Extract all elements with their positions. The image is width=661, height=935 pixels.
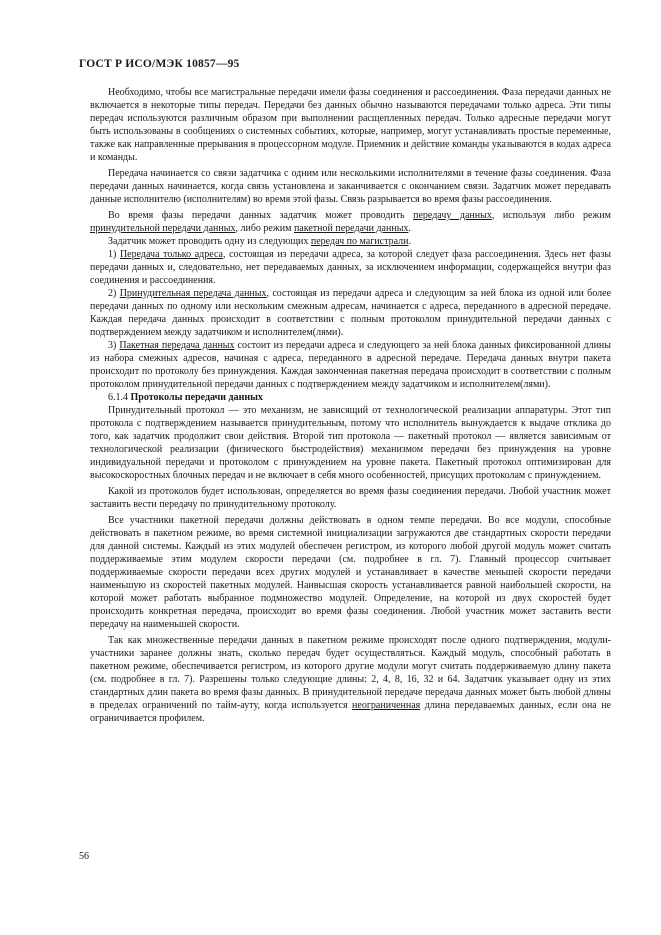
- text-run: Во время фазы передачи данных задатчик может проводить: [108, 210, 414, 221]
- paragraph-3: [90, 209, 611, 235]
- text-run: , состоящая из передачи адреса и следующим за ней блока из одной или более передачи данных по одному или нескольким смежным адресам, начинается с адреса, переданного в адресной передаче. Каждая передача данных происходит в соответствии с полным протоколом принудительной передачи данных с подтверждением между задатчиком и исполнителем(лями).: [90, 288, 612, 338]
- term-forced-transfer: принудительной передачи данных: [90, 223, 236, 234]
- section-title: Протоколы передачи данных: [130, 392, 263, 403]
- paragraph-10: Все участники пакетной передачи должны действовать в одном темпе передачи. Во все модули, способные действовать в пакетном режиме, во время системной инициализации загружаются две стандартных скорости передачи для данной системы. Каждый из этих модулей обеспечен регистром, из которого любой другой модуль может считать поддерживаемые этим модулем скорости передачи (см. подробнее в гл. 7). Главный процессор считывает поддерживаемые скорости передачи всех других модулей и устанавливает в качестве меньшей скорости передачи наименьшую из скоростей пакетных модулей. Наивысшая скорость устанавливается равной наибольшей скорости, на которой может работать выбранное подмножество модулей. Определение, на которой из двух скоростей будет происходить конкретная передача, происходит во время фазы соединения. Любой участник может заставить вести передачу на наименьшей скорости.: [90, 515, 611, 630]
- paragraph-5: [90, 248, 611, 287]
- text-run: Так как множественные передачи данных в пакетном режиме происходят после одного подтверждения, модули-участники заранее должны знать, сколько передач будет осуществляться. Каждый модуль, способный работать в пакетном режиме, обеспечивается регистром, из которого другие модули могут считать поддерживаемую длину пакета (см. подробнее в гл. 7). Разрешены только следующие длины: 2, 4, 8, 16, 32 и 64. Задатчик указывает одну из этих стандартных длин пакета во время фазы данных. В принудительной передаче передача данных может быть любой длины в пределах ограничений по тайм-ауту, когда используется: [90, 635, 611, 711]
- term-unlimited: неограниченная: [352, 700, 421, 711]
- text-run: состоит из передачи адреса и следующего за ней блока данных фиксированной длины из набора смежных адресов, начиная с адреса, переданного в адресной передаче. Передача данных внутри пакета происходит по протоколу без принуждения. Каждая законченная пакетная передача происходит в соответствии с полным протоколом принудительной передачи данных с подтверждением между задатчиком и исполнителем(лями).: [90, 340, 611, 390]
- text-run: , состоящая из передачи адреса, за которой следует фаза рассоединения. Здесь нет фазы передачи данных и, следовательно, нет передаваемых данных, за исключением информации, содержащейся внутри фаз соединения и рассоединения.: [90, 249, 611, 286]
- text-run: , используя либо режим: [491, 210, 612, 221]
- text-run: 1): [108, 249, 120, 260]
- paragraph-4: [90, 235, 611, 248]
- text-run: , либо режим: [235, 223, 294, 234]
- paragraph-2: Передача начинается со связи задатчика с одним или несколькими исполнителями в течение фазы соединения. Фаза передачи данных начинается, когда связь установлена и заканчивается с окончанием связи. Задатчик может передавать данные исполнителю (исполнителям) во время этой фазы. Связь разрывается во время фазы рассоединения.: [90, 168, 611, 205]
- paragraph-7: [90, 339, 611, 391]
- term-address-only: Передача только адреса: [119, 249, 223, 260]
- text-run: .: [408, 236, 411, 247]
- term-burst-data-transfer: Пакетная передача данных: [119, 340, 235, 351]
- page-number: 56: [79, 851, 89, 862]
- paragraph-9: Какой из протоколов будет использован, определяется во время фазы соединения передачи. Любой участник может заставить вести передачу по принудительному протоколу.: [90, 486, 611, 510]
- term-burst-transfer: пакетной передачи данных: [293, 223, 409, 234]
- section-heading: [90, 391, 611, 404]
- paragraph-11: [90, 634, 611, 725]
- text-run: 3): [108, 340, 120, 351]
- text-run: Задатчик может проводить одну из следующих: [108, 236, 311, 247]
- term-forced-data-transfer: Принудительная передача данных: [119, 288, 267, 299]
- document-body: [90, 86, 611, 725]
- text-run: .: [408, 223, 411, 234]
- text-run: длина передаваемых данных, если она не ограничивается профилем.: [90, 700, 611, 724]
- paragraph-1: Необходимо, чтобы все магистральные передачи имели фазы соединения и рассоединения. Фаза передачи данных не включается в некоторые типы передач. Передачи без данных обычно называются передачами только адреса. Эти типы передач используются различным образом при выполнении расщепленных передач. Только адресные передачи могут быть использованы в сообщениях о системных событиях, которые, например, могут устанавливать простые переменные, также как направленные прерывания в процессорном модуле. Приемник и действие команды указываются в кодах адреса и команды.: [90, 87, 611, 163]
- paragraph-6: [90, 287, 611, 339]
- document-header: ГОСТ Р ИСО/МЭК 10857—95: [79, 58, 240, 70]
- section-number: 6.1.4: [108, 392, 128, 403]
- paragraph-8: Принудительный протокол — это механизм, не зависящий от технологической реализации аппаратуры. Этот тип протокола с подтверждением называется принудительным, потому что исполнитель вынуждается к выдаче отклика до того, как задатчик продолжит свои действия. Второй тип протокола — пакетный протокол — является зависимым от технологической реализации (физического быстродействия) механизмом передачи без принуждения на уровне индивидуальной передачи и протоколом с принуждением на уровне пакета. Пакетный протокол оптимизирован для высокоскоростных блочных передач и не включает в себя много особенностей, присущих протоколам с принуждением.: [90, 405, 611, 481]
- text-run: 2): [108, 288, 120, 299]
- term-bus-transfers: передач по магистрали: [310, 236, 409, 247]
- term-data-transfer: передачу данных: [413, 210, 492, 221]
